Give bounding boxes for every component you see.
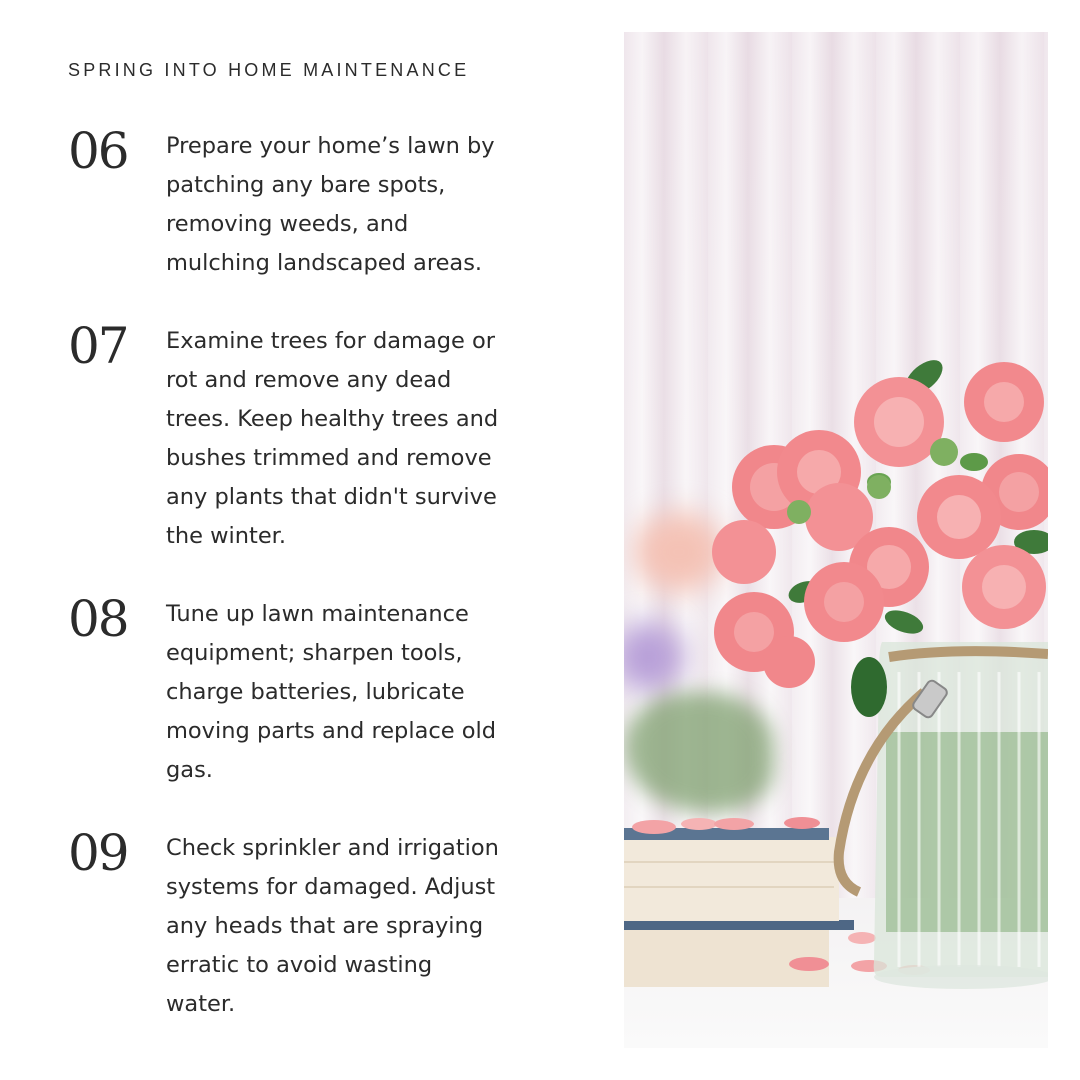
petal [784,817,820,829]
petal [681,818,717,830]
tip-number: 06 [68,122,128,180]
page-heading: SPRING INTO HOME MAINTENANCE [68,60,470,80]
tip-number: 09 [68,824,128,882]
petal [848,932,876,944]
glass-vase [874,642,1048,989]
roses [712,362,1048,688]
bottom-book [624,927,829,987]
tip-number: 08 [68,590,128,648]
roses-photo [624,32,1048,1048]
petal [714,818,754,830]
tip-number: 07 [68,317,128,375]
top-book [624,837,839,921]
book-cover [624,920,854,930]
tip-text: Examine trees for damage or rot and remove any dead trees. Keep healthy trees and bushes trimmed and remove any plants that didn't survive the winter. [166,328,499,549]
twine-rope [889,651,1048,657]
petal [789,957,829,971]
tip-text: Prepare your home’s lawn by patching any bare spots, removing weeds, and mulching landscaped areas. [166,133,495,276]
petal [632,820,676,834]
tip-text: Tune up lawn maintenance equipment; sharpen tools, charge batteries, lubricate moving parts and replace old gas. [166,601,497,783]
tip-text: Check sprinkler and irrigation systems for damaged. Adjust any heads that are spraying erratic to avoid wasting water. [166,835,499,1017]
roses-vase-illustration [624,32,1048,1048]
